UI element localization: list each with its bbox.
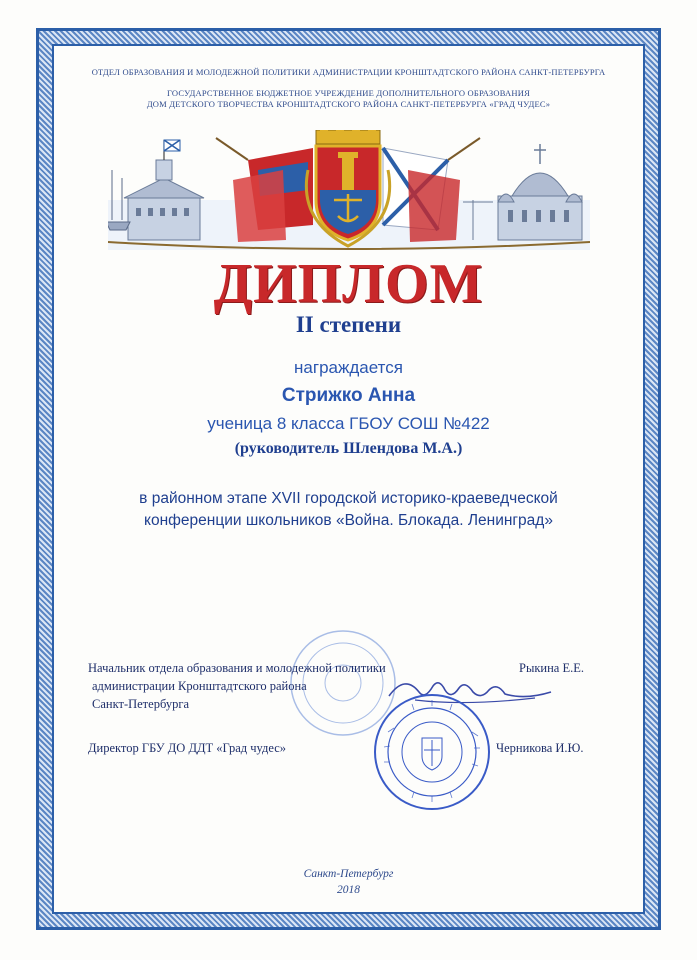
- signer2-title: Директор ГБУ ДО ДДТ «Град чудес»: [88, 741, 287, 755]
- event-description-line1: в районном этапе XVII городской историко-краеведческой: [139, 490, 558, 507]
- recipient-name: Стрижко Анна: [281, 385, 416, 406]
- event-description-line2: конференции школьников «Война. Блокада. Ленинград»: [144, 512, 553, 529]
- signer1-title-line1: Начальник отдела образования и молодежной политики: [88, 661, 386, 675]
- header-department: ОТДЕЛ ОБРАЗОВАНИЯ И МОЛОДЕЖНОЙ ПОЛИТИКИ АДМИНИСТРАЦИИ КРОНШТАДТСКОГО РАЙОНА САНКТ-ПЕТЕРБУРГА: [91, 67, 606, 77]
- diploma-degree: II степени: [295, 312, 402, 337]
- signer1-title-line2: администрации Кронштадтского района: [92, 679, 307, 693]
- awarded-label: награждается: [294, 358, 403, 377]
- supervisor-name: (руководитель Шлендова М.А.): [234, 440, 463, 457]
- diploma-title: ДИПЛОМ: [213, 253, 484, 315]
- header-institution-name: ДОМ ДЕТСКОГО ТВОРЧЕСТВА КРОНШТАДТСКОГО РАЙОНА САНКТ-ПЕТЕРБУРГА «ГРАД ЧУДЕС»: [146, 99, 551, 109]
- kronstadt-panorama-illustration: [108, 130, 590, 250]
- signer1-name: Рыкина Е.Е.: [519, 661, 584, 675]
- naval-cathedral-icon: [498, 144, 582, 240]
- signer2-name: Черникова И.Ю.: [496, 741, 584, 755]
- footer-city: Санкт-Петербург: [303, 868, 394, 880]
- recipient-school: ученица 8 класса ГБОУ СОШ №422: [207, 414, 490, 433]
- fort-building-icon: [124, 140, 204, 240]
- footer-year: 2018: [337, 884, 360, 896]
- signer1-title-line3: Санкт-Петербурга: [92, 697, 190, 711]
- official-round-stamp-icon: [372, 692, 492, 812]
- header-institution: ГОСУДАРСТВЕННОЕ БЮДЖЕТНОЕ УЧРЕЖДЕНИЕ ДОПОЛНИТЕЛЬНОГО ОБРАЗОВАНИЯ: [167, 88, 530, 98]
